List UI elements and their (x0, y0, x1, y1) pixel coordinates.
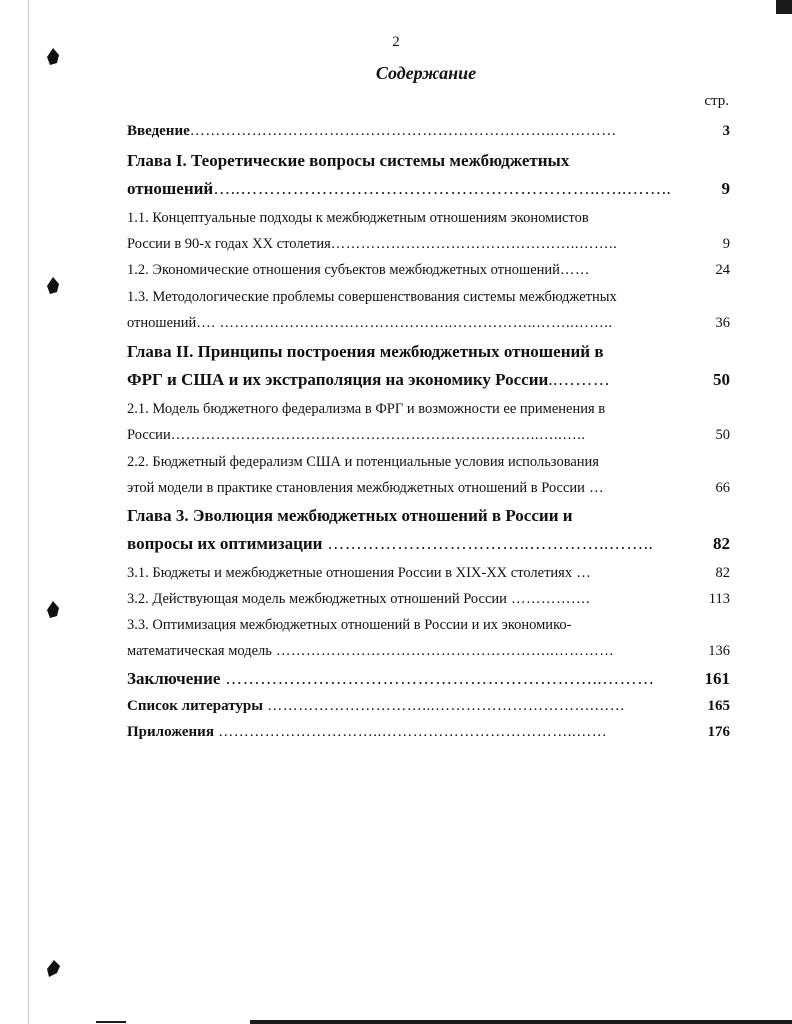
toc-entry-title: 1.2. Экономические отношения субъектов межбюджетных отношений (127, 262, 560, 278)
leader-dots: ..……… (548, 370, 611, 389)
toc-entry-title: 1.3. Методологические проблемы совершенствования системы межбюджетных (127, 289, 617, 305)
toc-entry-chapter-1[interactable] (127, 147, 732, 203)
toc-line (127, 502, 732, 530)
toc-entry-title: Глава 3. Эволюция межбюджетных отношений в России и (127, 506, 573, 525)
toc-entry-conclusion[interactable] (127, 665, 732, 693)
toc-entry-title: Приложения (127, 724, 214, 740)
toc-line (127, 638, 732, 664)
toc-entry-title: Глава I. Теоретические вопросы системы межбюджетных (127, 151, 570, 170)
leader-dots: …………………………..………………………………..…… (213, 724, 608, 740)
toc-entry-title: 3.3. Оптимизация межбюджетных отношений в России и их экономико- (127, 617, 572, 633)
toc-entry-title: России (127, 427, 171, 443)
toc-entry-title: 2.1. Модель бюджетного федерализма в ФРГ и возможности ее применения в (127, 401, 606, 417)
scan-margin-line (28, 0, 29, 1024)
toc-line (127, 693, 732, 719)
toc-entry-section-2-1[interactable] (127, 396, 732, 448)
leader-dots: …. ………………………………………..……………..……..…….. (196, 315, 613, 331)
toc-entry-title: этой модели в практике становления межбюджетных отношений в России (127, 480, 585, 496)
pages-column-header: стр. (704, 93, 729, 109)
toc-line (127, 449, 732, 475)
toc-entry-section-3-2[interactable] (127, 586, 732, 612)
toc-entry-section-2-2[interactable] (127, 449, 732, 501)
toc-entry-title: Заключение (127, 669, 221, 688)
toc-page-number: 113 (708, 591, 730, 607)
punch-hole-icon (46, 960, 60, 978)
leader-dots: …………………………………………..…….. (330, 236, 618, 252)
leader-dots: …… (559, 262, 590, 278)
toc-line (127, 205, 732, 231)
toc-entry-chapter-2[interactable] (127, 338, 732, 394)
toc-entry-title: 3.1. Бюджеты и межбюджетные отношения России в XIX-XX столетиях (127, 565, 573, 581)
toc-entry-title: вопросы их оптимизации (127, 534, 323, 553)
toc-entry-title: 3.2. Действующая модель межбюджетных отношений России (127, 591, 507, 607)
leader-dots: …………………………...………………………….…… (262, 698, 626, 714)
toc-line (127, 560, 732, 586)
toc-page-number: 161 (704, 669, 730, 688)
toc-line (127, 719, 732, 745)
toc-entry-section-1-3[interactable] (127, 284, 732, 336)
toc-entry-section-1-1[interactable] (127, 205, 732, 257)
toc-line (127, 284, 732, 310)
toc-line (127, 338, 732, 366)
scan-bottom-mark (96, 1021, 126, 1023)
toc-entry-title: отношений (127, 315, 197, 331)
toc-entry-title: отношений (127, 179, 214, 198)
page-title: Содержание (375, 63, 477, 83)
toc-entry-title: 1.1. Концептуальные подходы к межбюджетным отношениям экономистов (127, 210, 589, 226)
toc-line (127, 612, 732, 638)
leader-dots: ……………………………..…………..…….. (322, 534, 654, 553)
toc-page-number: 50 (715, 427, 730, 443)
toc-entry-chapter-3[interactable] (127, 502, 732, 558)
toc-entry-title: Список литературы (127, 698, 263, 714)
toc-entry-title: ФРГ и США и их экстраполяция на экономику России (127, 370, 549, 389)
leader-dots: … (584, 480, 605, 496)
toc-entry-introduction[interactable] (127, 118, 732, 144)
toc-entry-section-3-3[interactable] (127, 612, 732, 664)
toc-page-number: 82 (713, 534, 730, 553)
toc-page-number: 9 (721, 179, 730, 198)
toc-entry-title: Введение (127, 123, 190, 139)
toc-line (127, 310, 732, 336)
leader-dots: ……………. (506, 591, 591, 607)
toc-page-number: 24 (715, 262, 730, 278)
toc-page-number: 66 (715, 480, 730, 496)
toc-line (127, 257, 732, 283)
toc-entry-title: математическая модель (127, 643, 272, 659)
toc-line (127, 475, 732, 501)
punch-hole-icon (46, 277, 60, 295)
toc-page-number: 176 (707, 724, 730, 740)
toc-entry-title: 2.2. Бюджетный федерализм США и потенциальные условия использования (127, 454, 599, 470)
toc-entry-title: России в 90-х годах XX столетия (127, 236, 331, 252)
toc-line (127, 366, 732, 394)
toc-entry-appendices[interactable] (127, 719, 732, 745)
toc-line (127, 231, 732, 257)
leader-dots: …..……………………………………………………..…..…….. (213, 179, 672, 198)
punch-hole-icon (46, 601, 60, 619)
toc-page-number: 165 (707, 698, 730, 714)
toc-entry-bibliography[interactable] (127, 693, 732, 719)
toc-entry-section-1-2[interactable] (127, 257, 732, 283)
toc-line (127, 396, 732, 422)
toc-line (127, 175, 732, 203)
toc-line (127, 665, 732, 693)
toc-page-number: 3 (722, 123, 730, 139)
toc-page-number: 136 (708, 643, 730, 659)
page-number: 2 (392, 34, 400, 50)
leader-dots: ………………………………………………………..……… (220, 669, 655, 688)
leader-dots: … (572, 565, 592, 581)
toc-line (127, 586, 732, 612)
scan-corner-mark (776, 0, 792, 14)
leader-dots: ………………………………………………………………..…..….. (170, 427, 586, 443)
toc-line (127, 422, 732, 448)
toc-entry-section-3-1[interactable] (127, 560, 732, 586)
toc-entry-title: Глава II. Принципы построения межбюджетных отношений в (127, 342, 604, 361)
toc-page-number: 82 (715, 565, 730, 581)
toc-line (127, 147, 732, 175)
toc-page-number: 50 (713, 370, 730, 389)
toc-line (127, 118, 732, 144)
leader-dots: ……………………………………………………………..………… (189, 123, 617, 139)
toc-page-number: 9 (722, 236, 730, 252)
leader-dots: ………………………………………………..………… (271, 643, 615, 659)
scan-bottom-edge (250, 1020, 792, 1024)
toc-line (127, 530, 732, 558)
toc-page-number: 36 (715, 315, 730, 331)
